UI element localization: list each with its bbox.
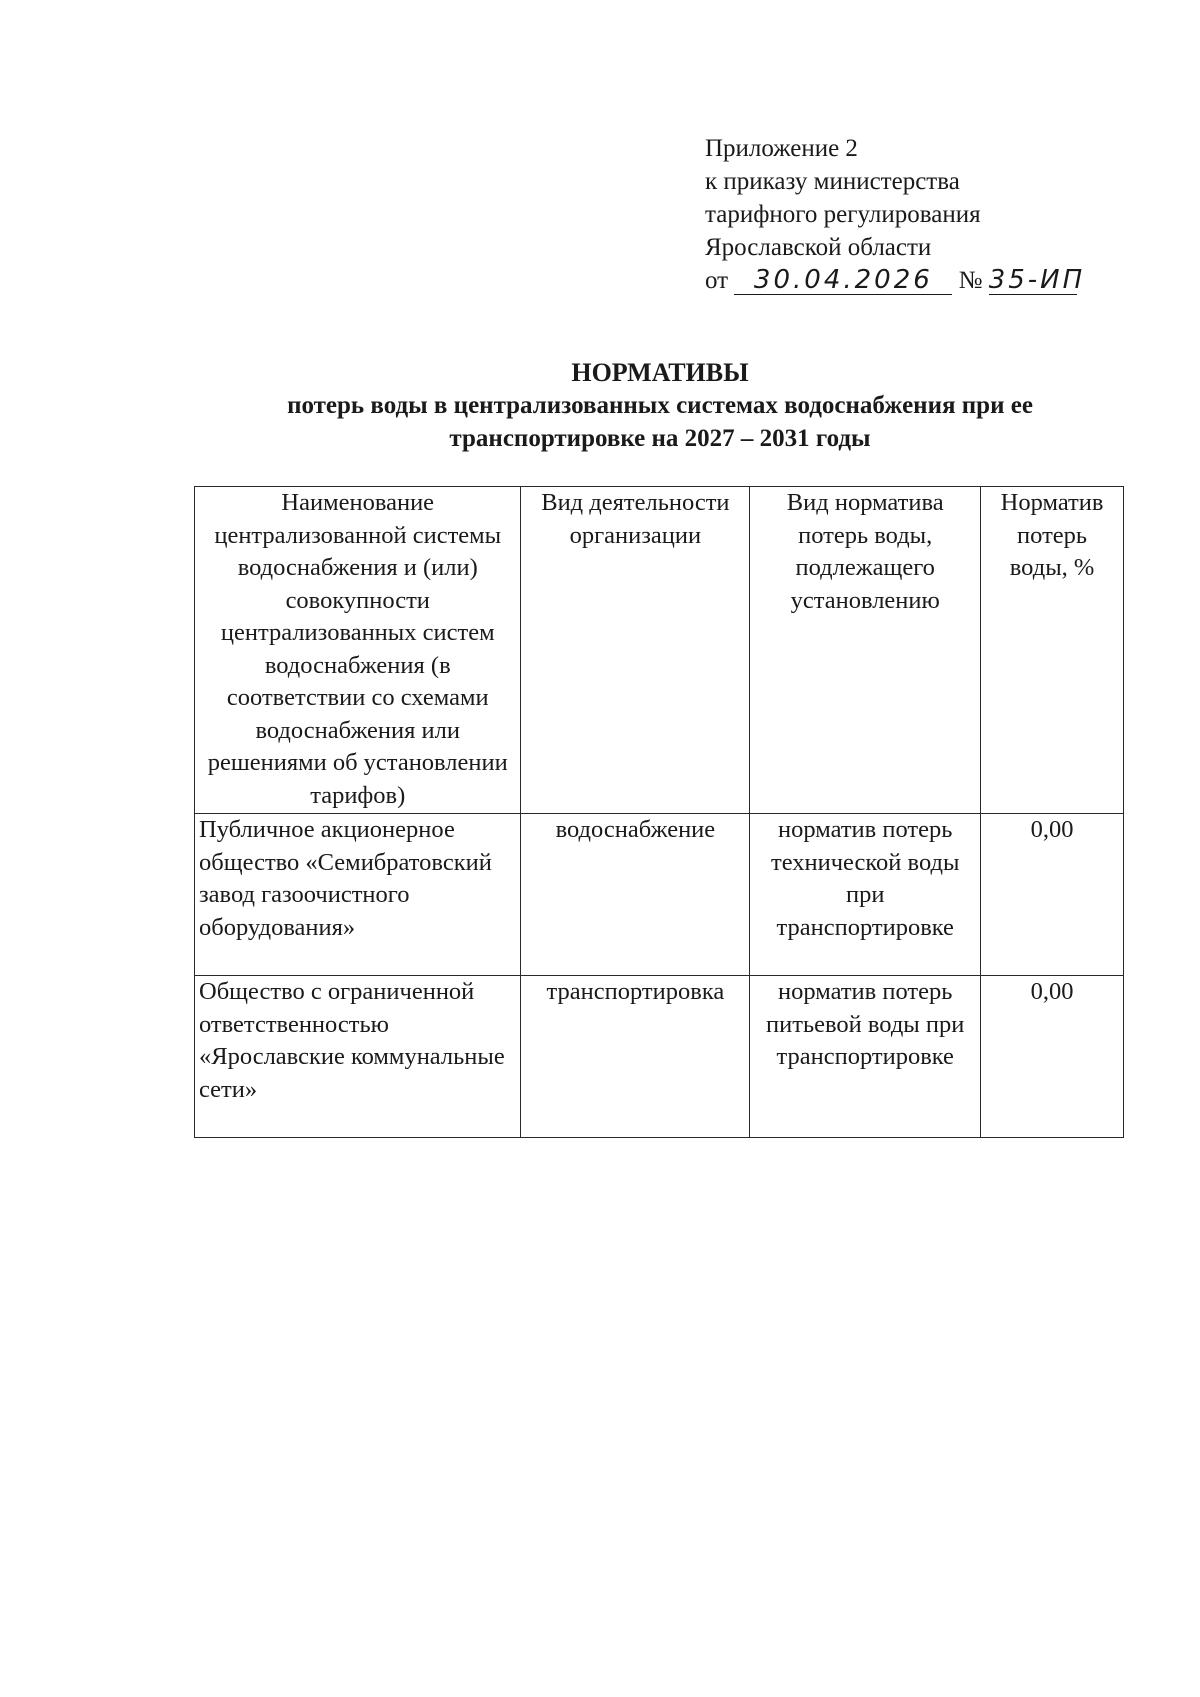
date-prefix: от <box>705 267 729 294</box>
handwritten-date: 30.04.2026 <box>734 266 952 295</box>
document-subtitle-line-1: потерь воды в централизованных системах водоснабжения при ее <box>287 392 1033 419</box>
row-1-name: Публичное акционерное общество «Семибратовский завод газоочистного оборудования» <box>195 814 521 976</box>
number-prefix: № <box>958 267 983 294</box>
handwritten-number: 35-ИП <box>988 265 1086 295</box>
appendix-line-2: к приказу министерства <box>705 168 960 195</box>
appendix-block <box>705 132 1086 297</box>
row-1-value: 0,00 <box>981 814 1124 976</box>
row-2-activity: транспортировка <box>521 976 750 1138</box>
header-system-name: Наименование централизованной системы водоснабжения и (или) совокупности централизованных систем водоснабжения (в соответствии со схемами водоснабжения или решениями об установлении тарифов) <box>195 487 521 814</box>
header-activity: Вид деятельности организации <box>521 487 750 814</box>
row-1-norm-type: норматив потерь технической воды при транспортировке <box>750 814 981 976</box>
row-2-norm-type: норматив потерь питьевой воды при транспортировке <box>750 976 981 1138</box>
appendix-date-line <box>705 264 1086 297</box>
document-title: НОРМАТИВЫ <box>571 358 749 387</box>
header-norm-type: Вид норматива потерь воды, подлежащего установлению <box>750 487 981 814</box>
table-header-row <box>195 487 1124 814</box>
appendix-line-4: Ярославской области <box>705 234 932 261</box>
table-row <box>195 976 1124 1138</box>
appendix-line-3: тарифного регулирования <box>705 201 981 228</box>
header-norm-value: Норматив потерь воды, % <box>981 487 1124 814</box>
row-2-name: Общество с ограниченной ответственностью «Ярославские коммунальные сети» <box>195 976 521 1138</box>
document-subtitle-line-2: транспортировке на 2027 – 2031 годы <box>449 425 871 452</box>
norms-table <box>194 486 1124 1138</box>
appendix-line-1: Приложение 2 <box>705 135 858 162</box>
table-row <box>195 814 1124 976</box>
row-2-value: 0,00 <box>981 976 1124 1138</box>
row-1-activity: водоснабжение <box>521 814 750 976</box>
